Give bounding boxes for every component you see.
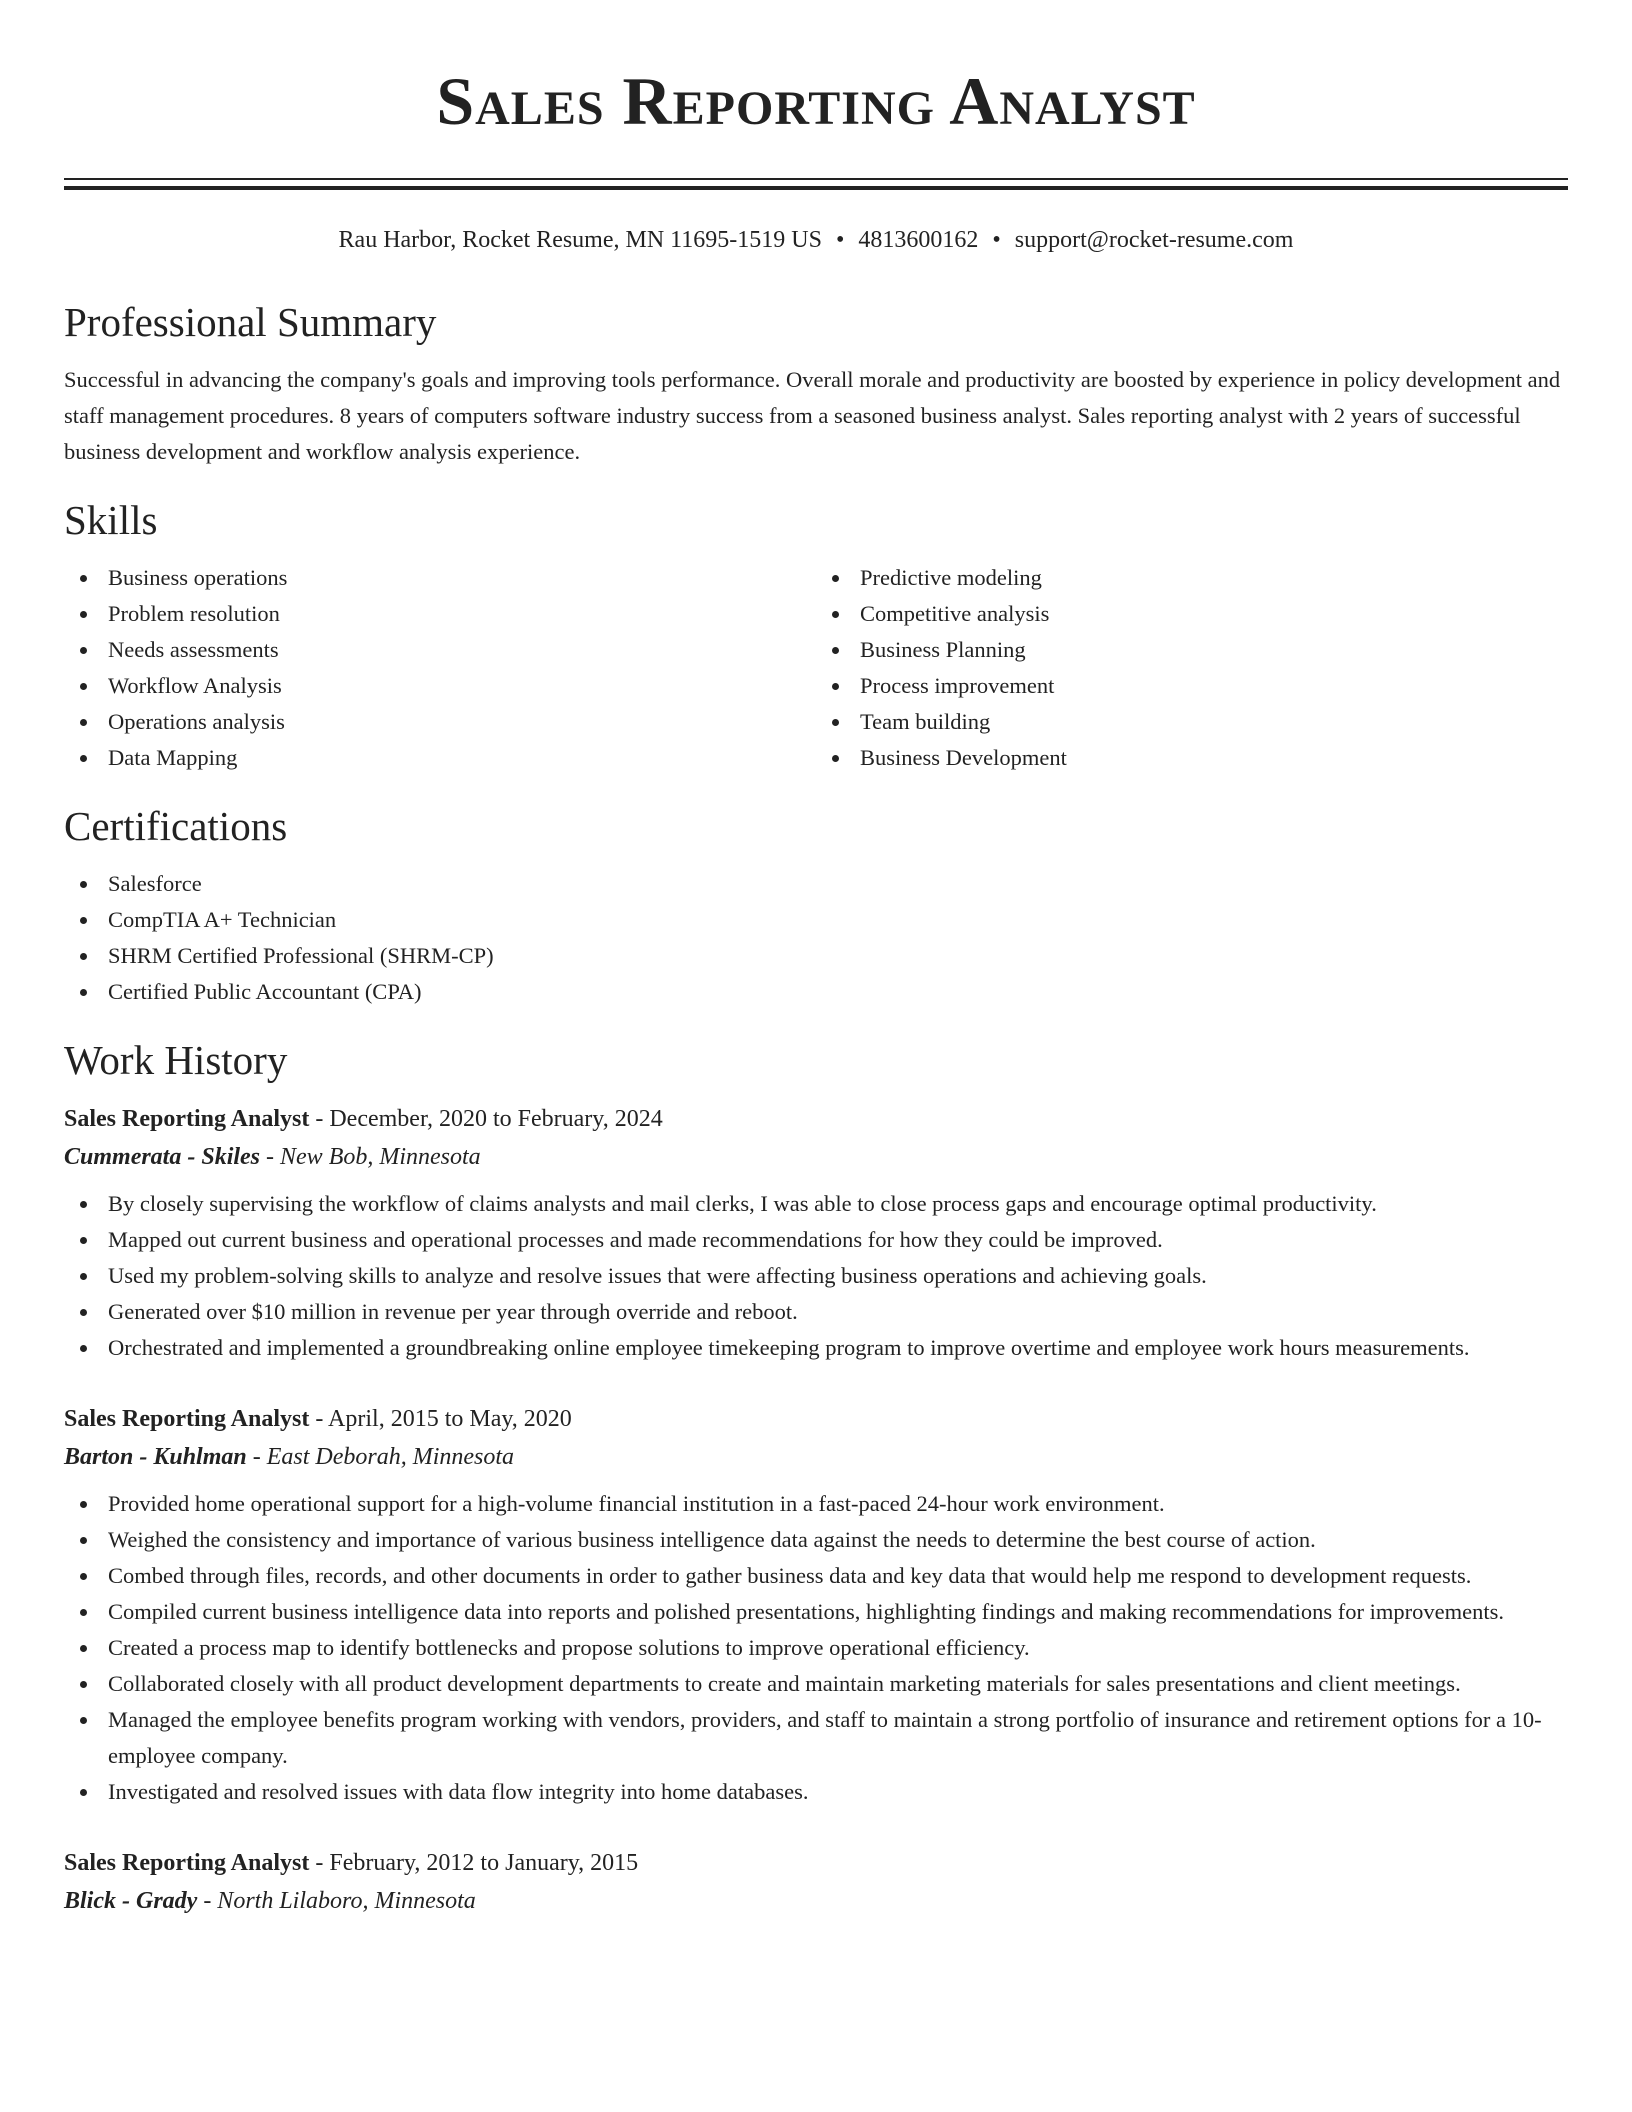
page-title: Sales Reporting Analyst (436, 63, 1196, 139)
skill-item: Competitive analysis (816, 596, 1568, 632)
skills-list-left (64, 560, 816, 776)
summary-heading: Professional Summary (64, 299, 437, 345)
divider-thin-line (64, 178, 1568, 180)
title-divider (64, 178, 1568, 190)
skills-grid (64, 560, 1568, 776)
job-company-line (64, 1438, 1568, 1476)
contact-address: Rau Harbor, Rocket Resume, MN 11695-1519 US (338, 227, 822, 253)
certifications-heading: Certifications (64, 803, 288, 849)
job-bullet: Combed through files, records, and other documents in order to gather business data and key data that would help me respond to development requests. (64, 1558, 1568, 1594)
job-dates: - December, 2020 to February, 2024 (309, 1106, 663, 1132)
skills-heading: Skills (64, 497, 158, 543)
job-title-line (64, 1400, 1568, 1438)
skill-item: Problem resolution (64, 596, 816, 632)
summary-text: Successful in advancing the company's goals and improving tools performance. Overall morale and productivity are boosted by experience in policy development and staff management procedures. 8 years of computers software industry success from a seasoned business analyst. Sales reporting analyst with 2 years of successful business development and workflow analysis experience. (64, 367, 1561, 464)
skill-item: Business operations (64, 560, 816, 596)
job-location: - New Bob, Minnesota (260, 1144, 481, 1170)
job-location: - North Lilaboro, Minnesota (197, 1888, 476, 1914)
job-bullets (64, 1486, 1568, 1810)
job-title: Sales Reporting Analyst (64, 1850, 310, 1876)
job-dates: - February, 2012 to January, 2015 (309, 1850, 639, 1876)
job-bullet: Collaborated closely with all product development departments to create and maintain marketing materials for sales presentations and client meetings. (64, 1666, 1568, 1702)
job-bullet: Created a process map to identify bottlenecks and propose solutions to improve operational efficiency. (64, 1630, 1568, 1666)
job-bullet: Provided home operational support for a high-volume financial institution in a fast-paced 24-hour work environment. (64, 1486, 1568, 1522)
job-dates: - April, 2015 to May, 2020 (309, 1406, 572, 1432)
divider-thick-line (64, 186, 1568, 190)
skill-item: Predictive modeling (816, 560, 1568, 596)
skills-list-right (816, 560, 1568, 776)
job-entry (64, 1844, 1568, 1920)
skill-item: Process improvement (816, 668, 1568, 704)
skill-item: Team building (816, 704, 1568, 740)
work-history-heading: Work History (64, 1037, 288, 1083)
job-bullets (64, 1186, 1568, 1366)
skill-item: Workflow Analysis (64, 668, 816, 704)
contact-line (64, 224, 1568, 256)
job-title: Sales Reporting Analyst (64, 1106, 310, 1132)
certification-item: SHRM Certified Professional (SHRM-CP) (64, 938, 1568, 974)
contact-phone: 4813600162 (858, 227, 979, 253)
job-bullet: Orchestrated and implemented a groundbreaking online employee timekeeping program to improve overtime and employee work hours measurements. (64, 1330, 1568, 1366)
job-entry (64, 1400, 1568, 1810)
job-entry (64, 1100, 1568, 1366)
bullet-separator: • (992, 227, 1001, 253)
skill-item: Needs assessments (64, 632, 816, 668)
job-company: Barton - Kuhlman (64, 1444, 247, 1470)
certification-item: Salesforce (64, 866, 1568, 902)
certification-item: CompTIA A+ Technician (64, 902, 1568, 938)
job-bullet: Investigated and resolved issues with data flow integrity into home databases. (64, 1774, 1568, 1810)
job-bullet: By closely supervising the workflow of claims analysts and mail clerks, I was able to close process gaps and encourage optimal productivity. (64, 1186, 1568, 1222)
job-company: Cummerata - Skiles (64, 1144, 261, 1170)
job-company-line (64, 1882, 1568, 1920)
skill-item: Operations analysis (64, 704, 816, 740)
skill-item: Business Development (816, 740, 1568, 776)
job-company-line (64, 1138, 1568, 1176)
bullet-separator: • (835, 227, 845, 253)
skill-item: Data Mapping (64, 740, 816, 776)
certifications-list (64, 866, 1568, 1010)
skill-item: Business Planning (816, 632, 1568, 668)
job-bullet: Used my problem-solving skills to analyze and resolve issues that were affecting business operations and achieving goals. (64, 1258, 1568, 1294)
job-bullet: Mapped out current business and operational processes and made recommendations for how they could be improved. (64, 1222, 1568, 1258)
job-bullet: Compiled current business intelligence data into reports and polished presentations, highlighting findings and making recommendations for improvements. (64, 1594, 1568, 1630)
job-company: Blick - Grady (64, 1888, 198, 1914)
certification-item: Certified Public Accountant (CPA) (64, 974, 1568, 1010)
job-location: - East Deborah, Minnesota (246, 1444, 515, 1470)
job-title-line (64, 1100, 1568, 1138)
job-title-line (64, 1844, 1568, 1882)
contact-email[interactable]: support@rocket-resume.com (1014, 227, 1294, 253)
job-bullet: Managed the employee benefits program working with vendors, providers, and staff to maintain a strong portfolio of insurance and retirement options for a 10-employee company. (64, 1702, 1568, 1774)
job-bullet: Generated over $10 million in revenue per year through override and reboot. (64, 1294, 1568, 1330)
job-title: Sales Reporting Analyst (64, 1406, 310, 1432)
job-bullet: Weighed the consistency and importance of various business intelligence data against the needs to determine the best course of action. (64, 1522, 1568, 1558)
